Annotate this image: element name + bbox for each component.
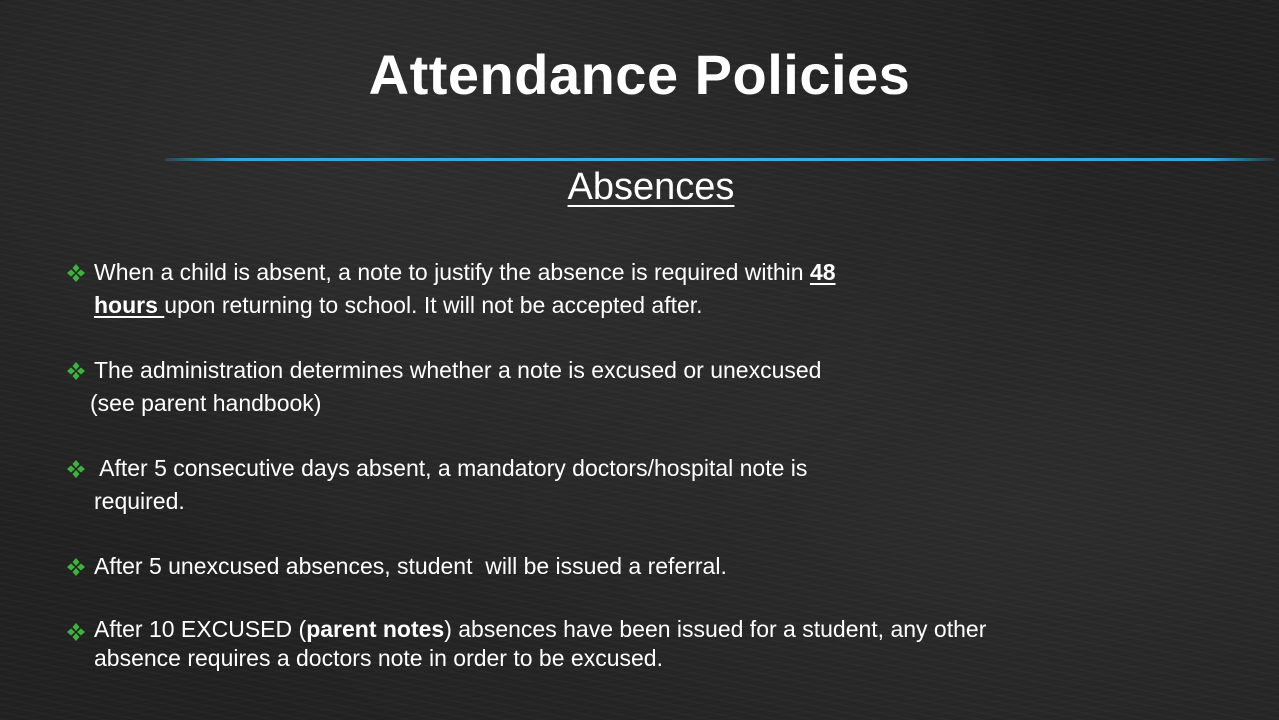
four-diamond-icon: [66, 459, 86, 479]
bullet-emphasis: hours: [94, 292, 165, 318]
divider-stroke: [165, 158, 1275, 161]
bullet-text: After 5 consecutive days absent, a mandatory doctors/hospital note is: [94, 455, 808, 481]
bullet-text: upon returning to school. It will not be accepted after.: [164, 292, 703, 318]
bullet-text: After 5 unexcused absences, student will be issued a referral.: [94, 553, 727, 579]
bullet-text: absence requires a doctors note in order to be excused.: [94, 645, 663, 671]
bullet-text: After 10 EXCUSED (: [94, 616, 307, 642]
bullet-text: (see parent handbook): [90, 390, 322, 416]
bullet-emphasis: 48: [809, 259, 836, 285]
four-diamond-icon: [66, 263, 86, 283]
four-diamond-icon: [66, 622, 86, 642]
slide-title: Attendance Policies: [368, 43, 911, 106]
bullet-item: [66, 452, 1266, 518]
bullet-emphasis: parent notes: [306, 616, 445, 642]
bullet-item: [66, 256, 1266, 322]
bullet-item: [66, 550, 1266, 583]
bullet-list: [66, 256, 1266, 673]
four-diamond-icon: [66, 557, 86, 577]
bullet-item: [66, 354, 1266, 420]
bullet-item: [66, 615, 1266, 673]
bullet-text: The administration determines whether a note is excused or unexcused: [94, 357, 822, 383]
bullet-text: When a child is absent, a note to justify the absence is required within: [94, 259, 810, 285]
bullet-text: required.: [94, 488, 185, 514]
bullet-text: ) absences have been issued for a student, any other: [444, 616, 987, 642]
four-diamond-icon: [66, 361, 86, 381]
section-subtitle: Absences: [567, 166, 735, 208]
